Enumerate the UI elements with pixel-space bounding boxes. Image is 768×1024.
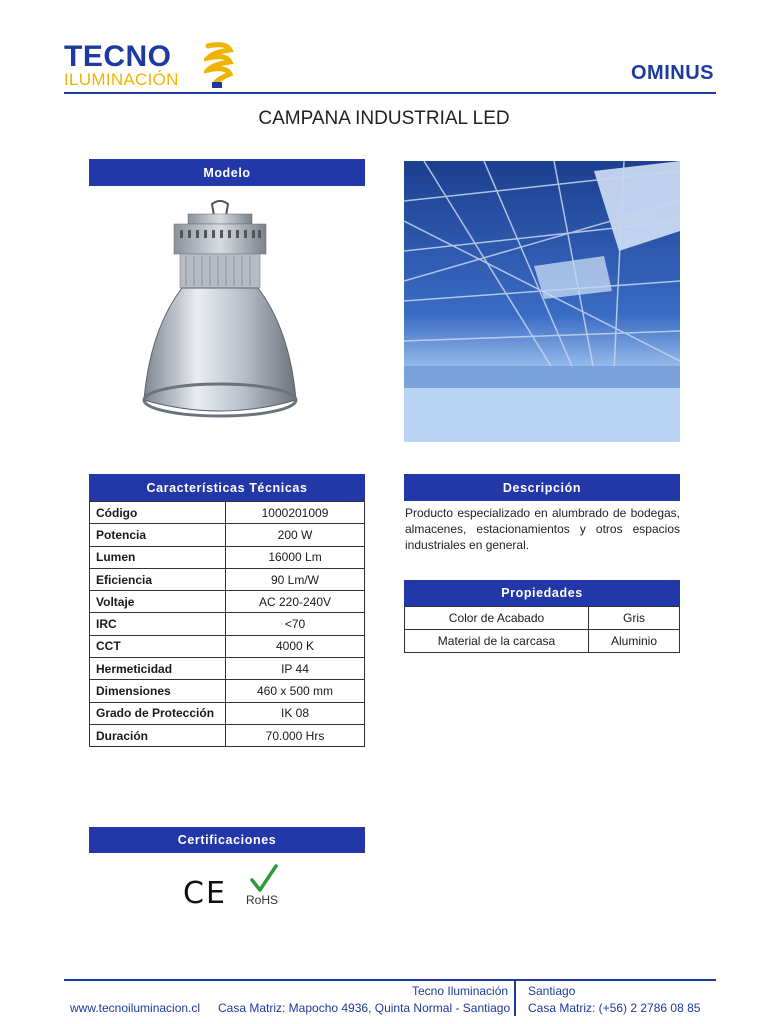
spec-row [90,591,365,613]
specs-header: Características Técnicas [89,474,365,501]
spec-value: <70 [226,613,365,635]
spec-label: Voltaje [90,591,226,613]
spec-value: 70.000 Hrs [226,724,365,746]
spec-value: 16000 Lm [226,546,365,568]
spec-value: 1000201009 [226,502,365,524]
header-divider [64,92,716,94]
rohs-label: RoHS [246,893,279,907]
logo-sub: ILUMINACIÓN [64,70,179,89]
spec-row [90,613,365,635]
spec-label: Grado de Protección [90,702,226,724]
spec-row [90,680,365,702]
bulb-icon [204,40,234,96]
footer-address: Casa Matriz: Mapocho 4936, Quinta Normal - Santiago [218,1001,511,1015]
spec-label: Duración [90,724,226,746]
model-header: Modelo [89,159,365,186]
spec-label: CCT [90,635,226,657]
ce-mark: CE [183,876,227,911]
spec-row [90,502,365,524]
product-image [140,200,300,425]
spec-value: IP 44 [226,658,365,680]
property-row [405,607,680,630]
footer-phone: Casa Matriz: (+56) 2 2786 08 85 [528,1001,701,1015]
footer-company: Tecno Iluminación [412,984,509,998]
properties-table [404,606,680,653]
specs-table [89,501,365,747]
spec-value: AC 220-240V [226,591,365,613]
footer-city: Santiago [528,984,576,998]
spec-row [90,658,365,680]
property-row [405,630,680,653]
spec-label: Código [90,502,226,524]
spec-row [90,724,365,746]
spec-label: Dimensiones [90,680,226,702]
spec-value: 90 Lm/W [226,568,365,590]
company-logo [64,40,234,96]
spec-row [90,546,365,568]
spec-row [90,702,365,724]
footer-divider [64,979,716,981]
spec-label: Potencia [90,524,226,546]
page-title: CAMPANA INDUSTRIAL LED [258,108,510,129]
checkmark-icon [250,864,278,894]
footer-website[interactable]: www.tecnoiluminacion.cl [70,1001,201,1015]
description-header: Descripción [404,474,680,501]
spec-row [90,568,365,590]
spec-value: 200 W [226,524,365,546]
spec-row [90,524,365,546]
spec-label: Eficiencia [90,568,226,590]
property-value: Aluminio [589,630,680,653]
property-label: Color de Acabado [405,607,589,630]
property-value: Gris [589,607,680,630]
warehouse-image [404,161,680,442]
spec-label: Lumen [90,546,226,568]
spec-row [90,635,365,657]
footer-column-divider [514,980,516,1016]
spec-label: IRC [90,613,226,635]
spec-value: 4000 K [226,635,365,657]
properties-header: Propiedades [404,580,680,606]
description-text: Producto especializado en alumbrado de bodegas, almacenes, estacionamientos y otros espacios industriales en general. [405,506,680,552]
spec-label: Hermeticidad [90,658,226,680]
brand-name: OMINUS [631,62,714,84]
spec-value: 460 x 500 mm [226,680,365,702]
certifications-header: Certificaciones [89,827,365,853]
property-label: Material de la carcasa [405,630,589,653]
logo-word: TECNO [64,40,172,73]
spec-value: IK 08 [226,702,365,724]
